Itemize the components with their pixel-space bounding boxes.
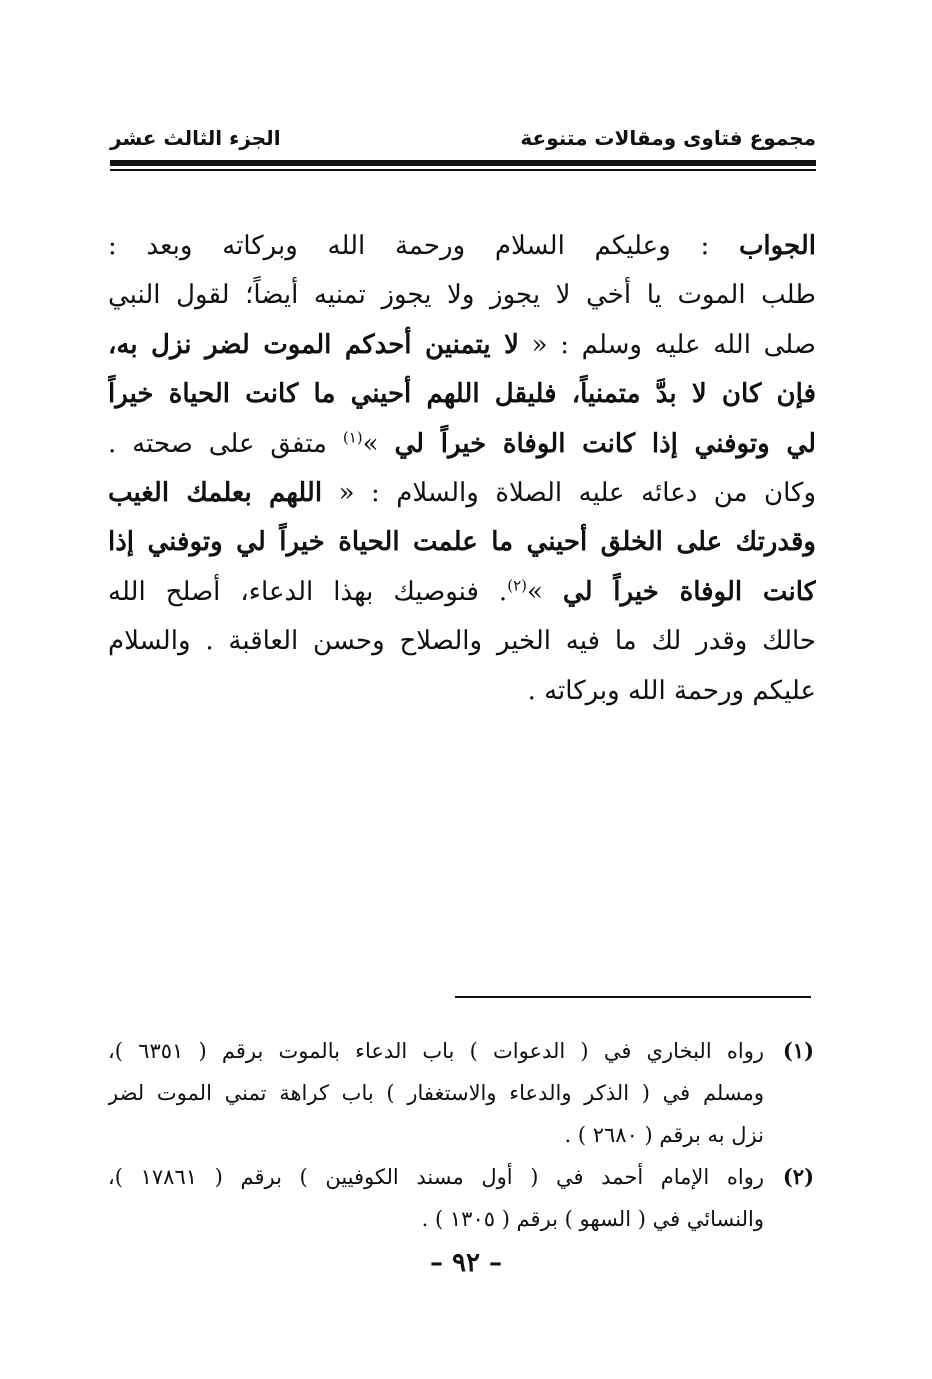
text-line	[108, 222, 816, 271]
text-segment: حالك وقدر لك ما فيه الخير والصلاح وحسن العاقبة . والسلام	[108, 626, 816, 657]
footnote-item	[108, 1030, 814, 1156]
text-segment: طلب الموت يا أخي لا يجوز ولا يجوز تمنيه أيضاً؛ لقول النبي	[108, 280, 816, 311]
text-segment: متفق على صحته .	[108, 428, 343, 459]
hadith-quote: وقدرتك على الخلق أحيني ما علمت الحياة خيراً لي وتوفني إذا	[108, 527, 816, 558]
text-line	[108, 370, 816, 419]
footnote-number: (٢)	[782, 1164, 814, 1189]
text-line	[108, 469, 816, 518]
volume-label: الجزء الثالث عشر	[110, 126, 281, 150]
footnote-line: نزل به برقم ( ٢٦٨٠ ) .	[564, 1123, 764, 1147]
hadith-quote: لا يتمنين أحدكم الموت لضر نزل به،	[108, 329, 519, 360]
hadith-quote: اللهم بعلمك الغيب	[108, 477, 323, 508]
text-line	[108, 568, 816, 617]
footnote-line: رواه البخاري في ( الدعوات ) باب الدعاء بالموت برقم ( ٦٣٥١ )،	[108, 1039, 764, 1063]
running-header	[110, 122, 816, 156]
footnote-separator	[455, 996, 811, 998]
text-segment: صلى الله عليه وسلم : «	[518, 329, 816, 360]
footnote-line: والنسائي في ( السهو ) برقم ( ١٣٠٥ ) .	[421, 1207, 764, 1231]
footnote-line: ومسلم في ( الذكر والدعاء والاستغفار ) باب كراهة تمني الموت لضر	[108, 1081, 764, 1105]
hadith-quote: كانت الوفاة خيراً لي	[562, 576, 816, 607]
footnote-item	[108, 1156, 814, 1240]
text-segment: عليكم ورحمة الله وبركاته .	[527, 675, 816, 706]
fatwa-answer-text	[108, 222, 816, 716]
footnote-marker: (٢)	[507, 576, 527, 595]
hadith-quote: لي وتوفني إذا كانت الوفاة خيراً لي	[394, 428, 816, 459]
text-line	[108, 667, 816, 716]
text-segment: وكان من دعائه عليه الصلاة والسلام : «	[322, 477, 816, 508]
footnote-number: (١)	[782, 1038, 814, 1063]
hadith-quote: فإن كان لا بدَّ متمنياً، فليقل اللهم أحيني ما كانت الحياة خيراً	[108, 379, 816, 410]
text-line	[108, 271, 816, 320]
text-line	[108, 518, 816, 567]
footnote-line: رواه الإمام أحمد في ( أول مسند الكوفيين ) برقم ( ١٧٨٦١ )،	[108, 1165, 764, 1189]
hadith-quote: الجواب	[738, 231, 816, 261]
header-rule-thick	[110, 160, 816, 166]
book-title: مجموع فتاوى ومقالات متنوعة	[520, 126, 816, 150]
text-segment: . فنوصيك بهذا الدعاء، أصلح الله	[108, 576, 508, 607]
text-segment: »	[526, 576, 563, 607]
page-number: – ٩٢ –	[429, 1248, 503, 1278]
text-line	[108, 617, 816, 666]
text-line	[108, 321, 816, 370]
footnote-marker: (١)	[342, 427, 363, 446]
text-line	[108, 420, 816, 469]
header-rule-thin	[110, 169, 816, 171]
text-segment: : وعليكم السلام ورحمة الله وبركاته وبعد :	[108, 231, 739, 261]
footnotes	[108, 1030, 814, 1240]
text-segment: »	[362, 428, 395, 459]
